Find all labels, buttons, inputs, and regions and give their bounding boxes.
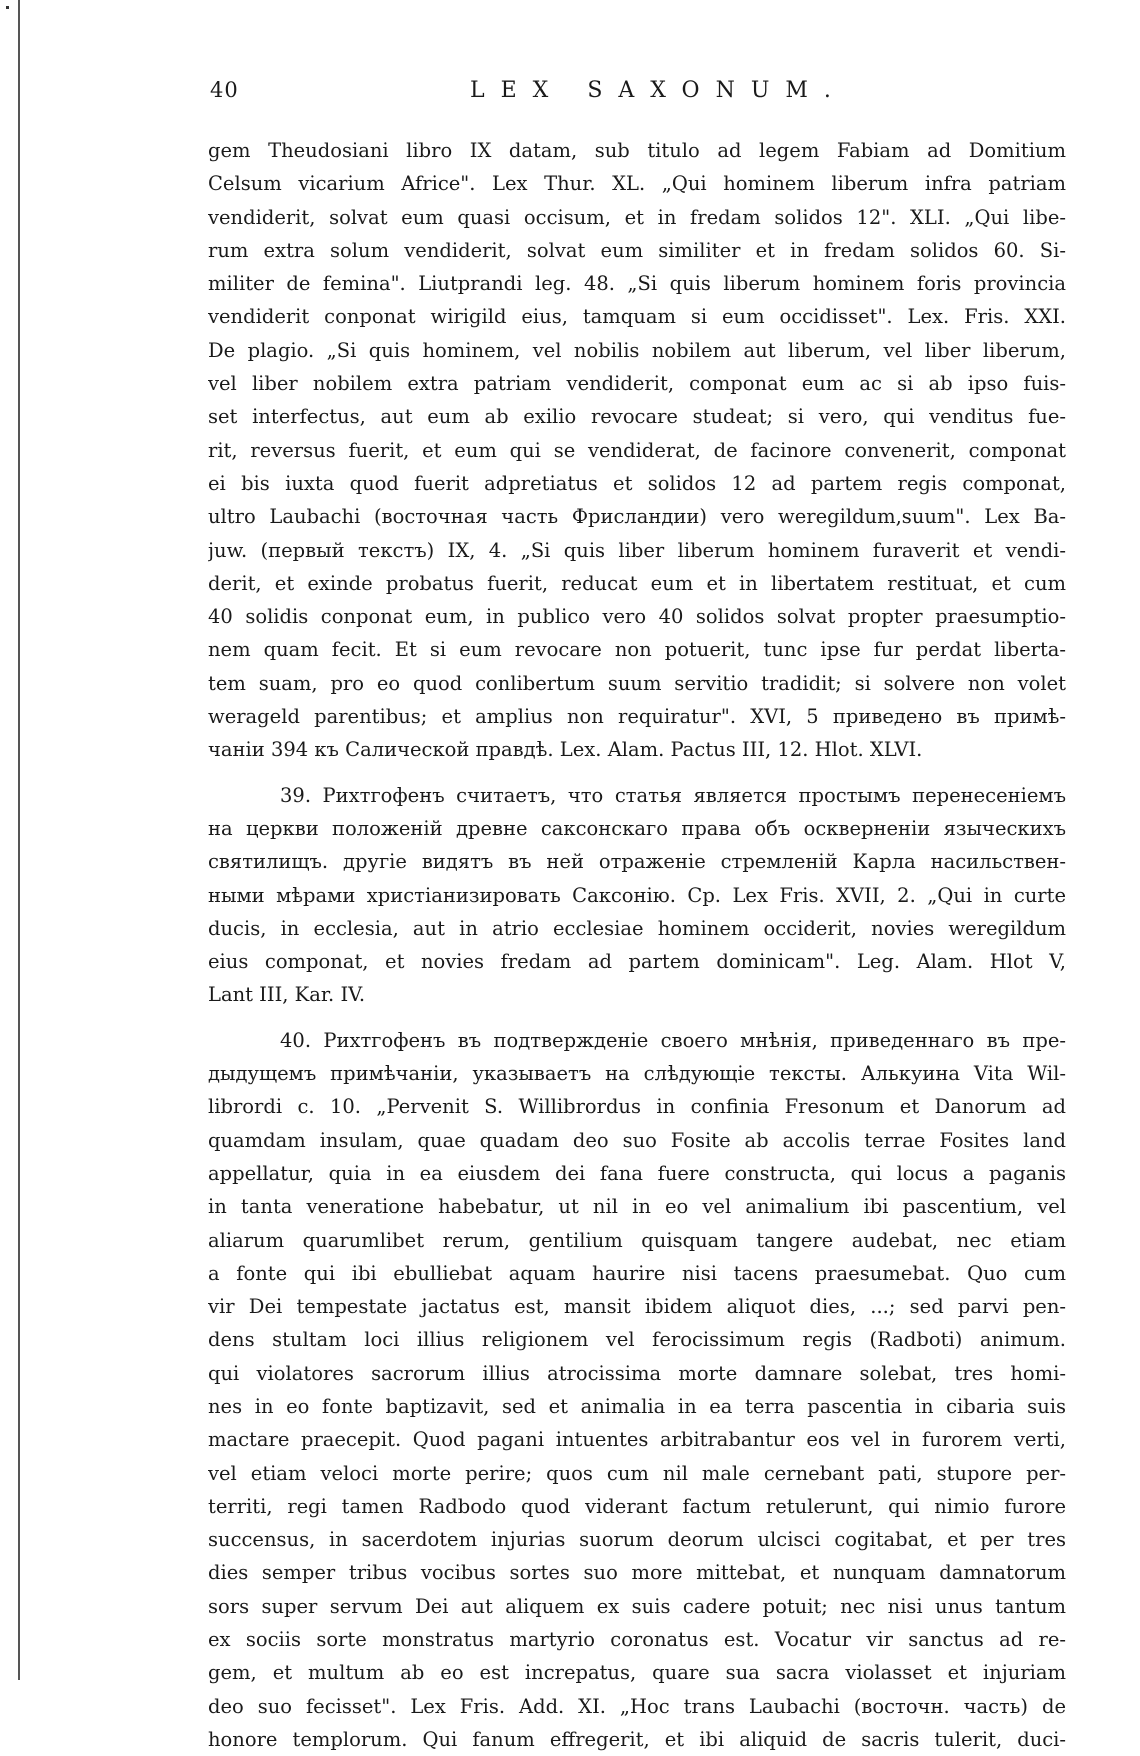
text-line: rit, reversus fuerit, et eum qui se vendiderat, de facinore convenerit, componat — [208, 438, 1066, 462]
text-line: werageld parentibus; et amplius non requiratur". XVI, 5 приведено въ примѣ- — [208, 705, 1066, 729]
text-line: a fonte qui ibi ebulliebat aquam haurire nisi tacens praesumebat. Quo cum — [208, 1261, 1066, 1285]
text-line: ными мѣрами христіанизировать Саксонію. Ср. Lex Fris. XVII, 2. „Qui in curte — [208, 883, 1066, 907]
text-line: gem, et multum ab eo est increpatus, quare sua sacra violasset et injuriam — [208, 1661, 1066, 1685]
text-line: Lant III, Kar. IV. — [208, 983, 366, 1007]
text-line: nem quam fecit. Et si eum revocare non potuerit, tunc ipse fur perdat liberta- — [208, 638, 1066, 662]
text-line: librordi c. 10. „Pervenit S. Willibrordus in confinia Fresonum et Danorum ad — [208, 1095, 1066, 1119]
text-line: vir Dei tempestate jactatus est, mansit ibidem aliquot dies, ...; sed parvi pen- — [208, 1295, 1066, 1319]
text-line: set interfectus, aut eum ab exilio revocare studeat; si vero, qui venditus fue- — [208, 405, 1066, 429]
paragraph-footnote-38-continued — [208, 134, 1066, 767]
text-line: ex sociis sorte monstratus martyrio coronatus est. Vocatur vir sanctus ad re- — [208, 1628, 1066, 1652]
text-line: rum extra solum vendiderit, solvat eum similiter et in fredam solidos 60. Si- — [208, 238, 1066, 262]
text-line: De plagio. „Si quis hominem, vel nobilis nobilem aut liberum, vel liber liberum, — [208, 338, 1066, 362]
text-line: дыдущемъ примѣчаніи, указываетъ на слѣдующіе тексты. Алькуина Vita Wil- — [208, 1062, 1066, 1086]
text-line: 39. Рихтгофенъ считаетъ, что статья является простымъ перенесеніемъ — [280, 783, 1066, 807]
text-line: gem Theudosiani libro IX datam, sub titulo ad legem Fabiam ad Domitium — [208, 139, 1066, 162]
text-line: vendiderit conponat wirigild eius, tamquam si eum occidisset". Lex. Fris. XXI. — [208, 305, 1066, 329]
paragraph-gap — [208, 767, 1066, 779]
paragraph-note-40 — [208, 1024, 1066, 1756]
text-line: vel etiam veloci morte perire; quos cum nil male cernebant pati, stupore per- — [208, 1461, 1066, 1485]
text-line: sors super servum Dei aut aliquem ex suis cadere potuit; nec nisi unus tantum — [208, 1594, 1066, 1618]
running-title: LEX SAXONUM. — [470, 78, 847, 103]
text-line: ultro Laubachi (восточная часть Фрисландии) vero weregildum,suum". Lex Ba- — [208, 505, 1066, 529]
page-number: 40 — [210, 78, 239, 102]
paragraph-gap — [208, 1012, 1066, 1024]
scan-edge-line — [18, 0, 20, 1680]
scan-mark — [6, 6, 9, 9]
text-line: 40 solidis conponat eum, in publico vero 40 solidos solvat propter praesumptio- — [208, 605, 1066, 629]
text-line: in tanta veneratione habebatur, ut nil in eo vel animalium ibi pascentium, vel — [208, 1195, 1066, 1219]
text-line: appellatur, quia in ea eiusdem dei fana fuere constructa, qui locus a paganis — [208, 1161, 1066, 1185]
page-header — [210, 78, 1066, 112]
text-line: чаніи 394 къ Салической правдѣ. Lex. Alam. Pactus III, 12. Hlot. XLVI. — [208, 738, 923, 762]
text-line: honore templorum. Qui fanum effregerit, et ibi aliquid de sacris tulerit, duci- — [208, 1727, 1066, 1751]
text-line: tem suam, pro eo quod conlibertum suum servitio tradidit; si solvere non volet — [208, 671, 1066, 695]
text-line: Celsum vicarium Africe". Lex Thur. XL. „Qui hominem liberum infra patriam — [208, 172, 1066, 196]
text-line: aliarum quarumlibet rerum, gentilium quisquam tangere audebat, nec etiam — [208, 1228, 1066, 1252]
text-line: dies semper tribus vocibus sortes suo more mittebat, et nunquam damnatorum — [208, 1561, 1066, 1585]
text-line: dens stultam loci illius religionem vel ferocissimum regis (Radboti) animum. — [208, 1328, 1066, 1352]
text-line: святилищъ. другіе видятъ въ ней отраженіе стремленій Карла насильствен- — [208, 850, 1066, 874]
text-line: qui violatores sacrorum illius atrocissima morte damnare solebat, tres homi- — [208, 1361, 1066, 1385]
text-line: mactare praecepit. Quod pagani intuentes arbitrabantur eos vel in furorem verti, — [208, 1428, 1066, 1452]
text-line: eius componat, et novies fredam ad partem dominicam". Leg. Alam. Hlot V, — [208, 950, 1066, 974]
text-line: succensus, in sacerdotem injurias suorum deorum ulcisci cogitabat, et per tres — [208, 1528, 1066, 1552]
text-line: juw. (первый текстъ) IX, 4. „Si quis liber liberum hominem furaverit et vendi- — [208, 538, 1066, 562]
body-text — [208, 134, 1066, 1756]
text-line: ei bis iuxta quod fuerit adpretiatus et solidos 12 ad partem regis componat, — [208, 471, 1066, 495]
text-line: derit, et exinde probatus fuerit, reducat eum et in libertatem restituat, et cum — [208, 571, 1066, 595]
text-line: vel liber nobilem extra patriam vendiderit, componat eum ac si ab ipso fuis- — [208, 372, 1066, 396]
text-line: 40. Рихтгофенъ въ подтвержденіе своего мнѣнія, приведеннаго въ пре- — [280, 1028, 1066, 1052]
text-line: militer de femina". Liutprandi leg. 48. „Si quis liberum hominem foris provincia — [208, 272, 1066, 296]
text-line: nes in eo fonte baptizavit, sed et animalia in ea terra pascentia in cibaria suis — [208, 1394, 1066, 1418]
text-line: на церкви положеній древне саксонскаго права объ оскверненіи языческихъ — [208, 816, 1066, 840]
text-line: ducis, in ecclesia, aut in atrio ecclesiae hominem occiderit, novies weregildum — [208, 916, 1066, 940]
paragraph-note-39 — [208, 779, 1066, 1012]
text-line: deo suo fecisset". Lex Fris. Add. XI. „Hoc trans Laubachi (восточн. часть) de — [208, 1694, 1066, 1718]
text-line: vendiderit, solvat eum quasi occisum, et in fredam solidos 12". XLI. „Qui libe- — [208, 205, 1066, 229]
text-line: quamdam insulam, quae quadam deo suo Fosite ab accolis terrae Fosites land — [208, 1128, 1066, 1152]
text-line: territi, regi tamen Radbodo quod viderant factum retulerunt, qui nimio furore — [208, 1494, 1066, 1518]
